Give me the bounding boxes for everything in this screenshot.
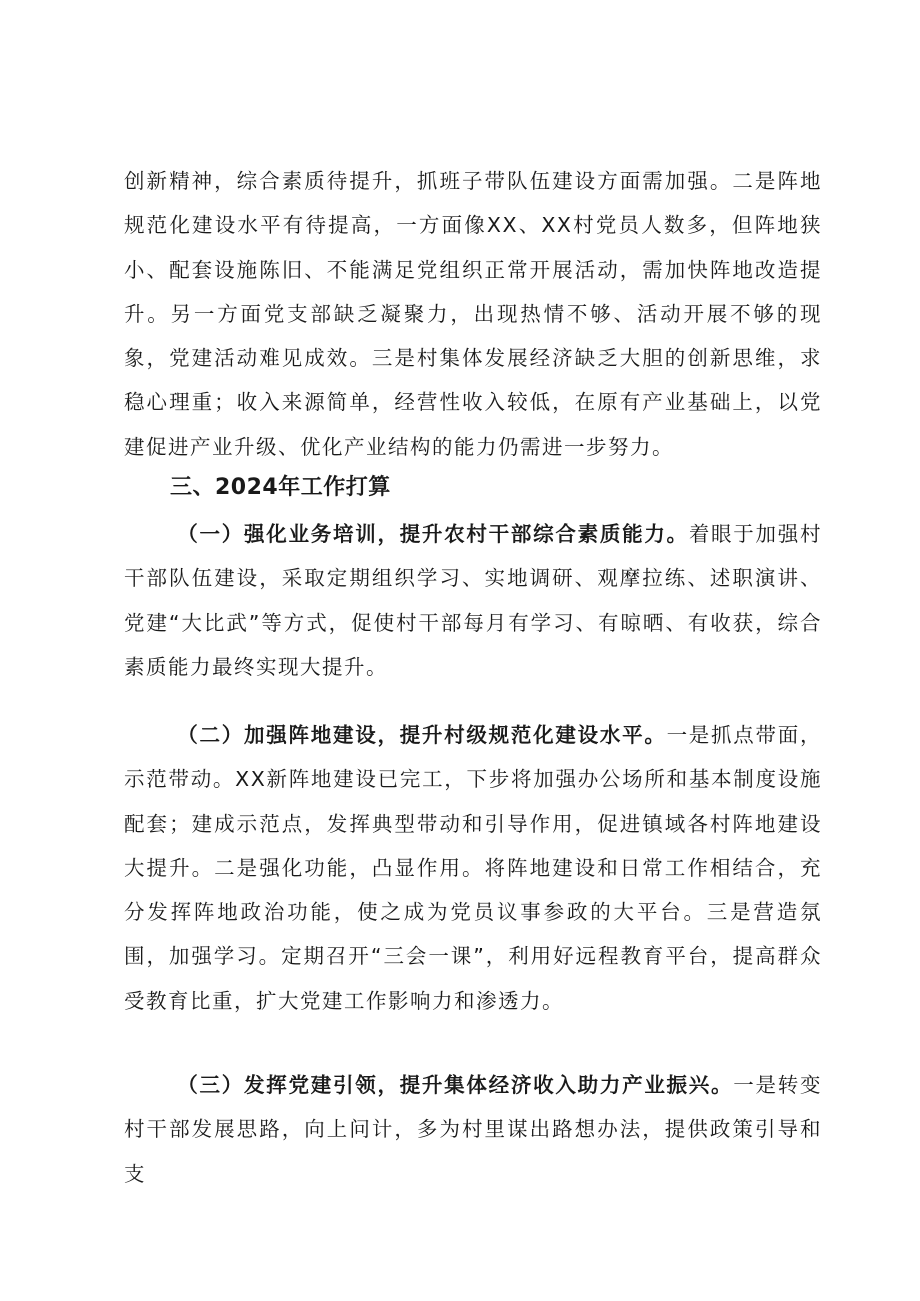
section-heading: 三、2024年工作打算 — [170, 475, 391, 500]
continuation-paragraph: 创新精神，综合素质待提升，抓班子带队伍建设方面需加强。二是阵地规范化建设水平有待提高，一方面像XX、XX村党员人数多，但阵地狭小、配套设施陈旧、不能满足党组织正常开展活动，需加快阵地改造提升。另一方面党支部缺乏凝聚力，出现热情不够、活动开展不够的现象，党建活动难见成效。三是村集体发展经济缺乏大胆的创新思维，求稳心理重；收入来源简单，经营性收入较低，在原有产业基础上，以党建促进产业升级、优化产业结构的能力仍需进一步努力。 — [124, 169, 822, 459]
paragraph-3 — [124, 1063, 822, 1196]
paragraph-3-body: 一是转变村干部发展思路，向上问计，多为村里谋出路想办法，提供政策引导和支 — [124, 1073, 822, 1186]
paragraph-3-lead: （三）发挥党建引领，提升集体经济收入助力产业振兴。 — [177, 1073, 734, 1097]
paragraph-1-body: 着眼于加强村干部队伍建设，采取定期组织学习、实地调研、观摩拉练、述职演讲、党建“大比武”等方式，促使村干部每月有学习、有晾晒、有收获，综合素质能力最终实现大提升。 — [124, 522, 823, 679]
paragraph-1-lead: （一）强化业务培训，提升农村干部综合素质能力。 — [177, 522, 689, 546]
paragraph-2 — [124, 713, 822, 1023]
paragraph-2-lead: （二）加强阵地建设，提升村级规范化建设水平。 — [177, 723, 667, 747]
paragraph-2-body: 一是抓点带面，示范带动。XX新阵地建设已完工，下步将加强办公场所和基本制度设施配套；建成示范点，发挥典型带动和引导作用，促进镇域各村阵地建设大提升。二是强化功能，凸显作用。将阵地建设和日常工作相结合，充分发挥阵地政治功能，使之成为党员议事参政的大平台。三是营造氛围，加强学习。定期召开“三会一课”，利用好远程教育平台，提高群众受教育比重，扩大党建工作影响力和渗透力。 — [124, 723, 822, 1013]
paragraph-1 — [124, 512, 822, 689]
